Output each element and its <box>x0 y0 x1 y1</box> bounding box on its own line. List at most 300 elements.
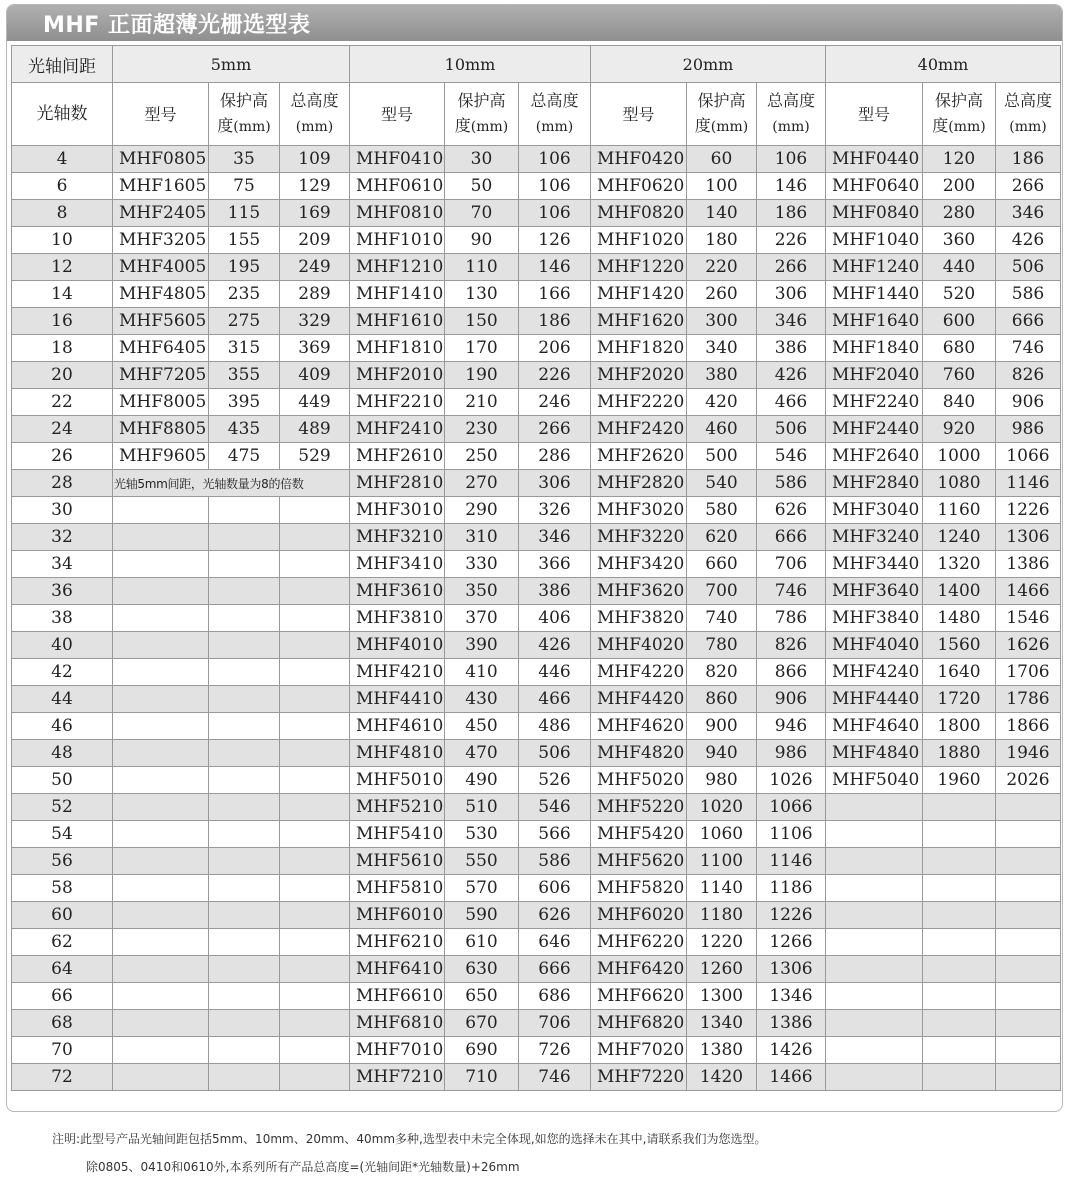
protect-height-cell <box>209 848 280 875</box>
protect-height-cell: 450 <box>445 713 519 740</box>
total-height-cell <box>280 578 350 605</box>
protect-height-cell: 1480 <box>923 605 996 632</box>
total-height-cell: 106 <box>519 146 591 173</box>
footnote-1: 注明:此型号产品光轴间距包括5mm、10mm、20mm、40mm多种,选型表中未完全体现,如您的选择未在其中,请联系我们为您选型。 <box>52 1132 767 1146</box>
table-row <box>12 605 1061 632</box>
axis-count-cell: 10 <box>12 227 113 254</box>
total-height-cell: 1426 <box>757 1037 826 1064</box>
table-row <box>12 362 1061 389</box>
model-cell: MHF0840 <box>826 200 923 227</box>
total-height-cell: 686 <box>519 983 591 1010</box>
model-cell: MHF4010 <box>350 632 445 659</box>
table-row <box>12 497 1061 524</box>
protect-height-cell: 840 <box>923 389 996 416</box>
table-body <box>12 146 1061 1091</box>
total-height-cell: 369 <box>280 335 350 362</box>
axis-count-cell: 44 <box>12 686 113 713</box>
protect-height-cell: 140 <box>687 200 757 227</box>
model-cell: MHF0410 <box>350 146 445 173</box>
protect-height-cell: 1080 <box>923 470 996 497</box>
model-cell <box>113 848 209 875</box>
protect-height-cell: 195 <box>209 254 280 281</box>
protect-height-cell: 30 <box>445 146 519 173</box>
total-height-cell: 426 <box>519 632 591 659</box>
table-row <box>12 443 1061 470</box>
model-cell: MHF3610 <box>350 578 445 605</box>
axis-count-cell: 50 <box>12 767 113 794</box>
total-height-col-header <box>519 83 591 146</box>
model-cell <box>826 1064 923 1091</box>
model-cell <box>113 605 209 632</box>
model-cell: MHF7020 <box>591 1037 687 1064</box>
model-cell: MHF4020 <box>591 632 687 659</box>
model-cell: MHF6220 <box>591 929 687 956</box>
axis-count-cell: 38 <box>12 605 113 632</box>
axis-count-cell: 24 <box>12 416 113 443</box>
protect-height-cell: 1220 <box>687 929 757 956</box>
total-height-cell: 346 <box>996 200 1061 227</box>
protect-height-cell: 500 <box>687 443 757 470</box>
model-cell: MHF9605 <box>113 443 209 470</box>
axis-count-cell: 40 <box>12 632 113 659</box>
protect-height-cell <box>209 794 280 821</box>
protect-height-cell: 520 <box>923 281 996 308</box>
total-height-cell <box>280 902 350 929</box>
model-cell: MHF2020 <box>591 362 687 389</box>
axis-count-cell: 70 <box>12 1037 113 1064</box>
total-height-cell <box>996 1037 1061 1064</box>
protect-height-cell: 1240 <box>923 524 996 551</box>
model-cell: MHF4410 <box>350 686 445 713</box>
total-height-cell: 586 <box>996 281 1061 308</box>
protect-height-cell <box>209 686 280 713</box>
total-height-cell: 586 <box>757 470 826 497</box>
protect-height-cell <box>923 848 996 875</box>
table-row <box>12 470 1061 497</box>
total-height-cell: 586 <box>519 848 591 875</box>
total-height-cell: 746 <box>757 578 826 605</box>
axis-count-cell: 30 <box>12 497 113 524</box>
total-height-cell: 386 <box>757 335 826 362</box>
table-row <box>12 254 1061 281</box>
model-cell: MHF0820 <box>591 200 687 227</box>
table-row <box>12 632 1061 659</box>
total-height-cell: 546 <box>519 794 591 821</box>
total-height-cell: 529 <box>280 443 350 470</box>
model-cell: MHF3410 <box>350 551 445 578</box>
axis-count-cell: 28 <box>12 470 113 497</box>
axis-count-cell: 48 <box>12 740 113 767</box>
model-cell <box>113 1037 209 1064</box>
total-height-cell: 526 <box>519 767 591 794</box>
model-cell: MHF4610 <box>350 713 445 740</box>
protect-height-cell: 220 <box>687 254 757 281</box>
model-cell <box>113 632 209 659</box>
total-height-cell: 326 <box>519 497 591 524</box>
model-cell: MHF2040 <box>826 362 923 389</box>
table-row <box>12 578 1061 605</box>
protect-height-cell: 760 <box>923 362 996 389</box>
protect-height-cell <box>923 794 996 821</box>
total-height-cell <box>280 632 350 659</box>
total-height-cell <box>280 794 350 821</box>
model-col-header: 型号 <box>591 83 687 146</box>
protect-height-cell: 670 <box>445 1010 519 1037</box>
protect-height-cell <box>209 632 280 659</box>
protect-label-2: 度 <box>694 116 711 135</box>
total-height-cell <box>996 929 1061 956</box>
model-cell <box>113 578 209 605</box>
model-cell <box>113 929 209 956</box>
protect-height-cell: 1340 <box>687 1010 757 1037</box>
table-row <box>12 794 1061 821</box>
total-height-cell: 249 <box>280 254 350 281</box>
model-cell: MHF5040 <box>826 767 923 794</box>
header-row-spacing <box>12 46 1061 83</box>
model-cell <box>113 956 209 983</box>
total-height-cell: 566 <box>519 821 591 848</box>
protect-height-col-header <box>209 83 280 146</box>
model-cell: MHF8005 <box>113 389 209 416</box>
model-cell: MHF3840 <box>826 605 923 632</box>
protect-height-cell: 980 <box>687 767 757 794</box>
total-height-cell: 1386 <box>996 551 1061 578</box>
total-height-cell: 426 <box>757 362 826 389</box>
protect-height-cell: 940 <box>687 740 757 767</box>
total-height-cell: 346 <box>519 524 591 551</box>
protect-height-cell: 620 <box>687 524 757 551</box>
protect-height-cell: 170 <box>445 335 519 362</box>
total-height-cell: 209 <box>280 227 350 254</box>
protect-label-2: 度 <box>454 116 471 135</box>
total-height-cell: 546 <box>757 443 826 470</box>
model-cell: MHF4805 <box>113 281 209 308</box>
total-height-cell: 506 <box>519 740 591 767</box>
model-cell <box>826 875 923 902</box>
protect-height-cell: 190 <box>445 362 519 389</box>
model-cell: MHF3440 <box>826 551 923 578</box>
model-cell: MHF4005 <box>113 254 209 281</box>
protect-height-cell: 1640 <box>923 659 996 686</box>
protect-height-cell: 740 <box>687 605 757 632</box>
model-cell: MHF6020 <box>591 902 687 929</box>
protect-height-cell: 435 <box>209 416 280 443</box>
total-height-cell <box>280 686 350 713</box>
axis-count-cell: 12 <box>12 254 113 281</box>
total-height-cell: 1306 <box>996 524 1061 551</box>
model-cell: MHF0640 <box>826 173 923 200</box>
total-height-cell: 826 <box>757 632 826 659</box>
model-cell: MHF4810 <box>350 740 445 767</box>
protect-label-2: 度 <box>217 116 234 135</box>
protect-height-cell: 1180 <box>687 902 757 929</box>
total-height-cell: 346 <box>757 308 826 335</box>
selection-table <box>11 45 1061 1091</box>
model-cell: MHF6410 <box>350 956 445 983</box>
total-height-cell: 1706 <box>996 659 1061 686</box>
total-height-cell: 866 <box>757 659 826 686</box>
protect-height-cell <box>209 1037 280 1064</box>
protect-height-cell: 460 <box>687 416 757 443</box>
table-row <box>12 146 1061 173</box>
model-cell <box>113 821 209 848</box>
axis-count-cell: 32 <box>12 524 113 551</box>
model-cell <box>826 1037 923 1064</box>
total-height-cell: 746 <box>996 335 1061 362</box>
protect-height-cell: 510 <box>445 794 519 821</box>
total-height-cell <box>280 848 350 875</box>
protect-height-cell: 200 <box>923 173 996 200</box>
model-cell: MHF7210 <box>350 1064 445 1091</box>
protect-height-cell: 395 <box>209 389 280 416</box>
total-height-cell: 186 <box>519 308 591 335</box>
spacing-label: 光轴间距 <box>12 46 113 83</box>
model-cell: MHF1240 <box>826 254 923 281</box>
protect-height-cell <box>209 875 280 902</box>
model-cell: MHF4440 <box>826 686 923 713</box>
total-height-cell: 1626 <box>996 632 1061 659</box>
total-height-cell: 626 <box>519 902 591 929</box>
total-height-cell: 289 <box>280 281 350 308</box>
model-cell: MHF5220 <box>591 794 687 821</box>
total-height-col-header <box>757 83 826 146</box>
total-height-cell: 266 <box>996 173 1061 200</box>
protect-height-cell <box>209 821 280 848</box>
total-height-cell: 466 <box>519 686 591 713</box>
protect-height-cell: 440 <box>923 254 996 281</box>
protect-height-cell <box>209 767 280 794</box>
total-height-cell: 1866 <box>996 713 1061 740</box>
protect-height-cell <box>209 497 280 524</box>
total-height-cell: 1466 <box>757 1064 826 1091</box>
table-row <box>12 1010 1061 1037</box>
total-height-cell: 1786 <box>996 686 1061 713</box>
protect-height-cell <box>209 956 280 983</box>
model-cell: MHF1810 <box>350 335 445 362</box>
total-height-cell <box>996 848 1061 875</box>
header-row-columns <box>12 83 1061 146</box>
protect-height-cell <box>209 983 280 1010</box>
model-cell: MHF1410 <box>350 281 445 308</box>
total-height-cell: 206 <box>519 335 591 362</box>
total-label: 总高度 <box>290 91 339 110</box>
unit-label: (mm) <box>1009 119 1047 135</box>
unit-label: (mm) <box>772 119 810 135</box>
total-height-cell <box>280 1037 350 1064</box>
model-cell: MHF2820 <box>591 470 687 497</box>
model-cell: MHF1610 <box>350 308 445 335</box>
protect-height-cell: 250 <box>445 443 519 470</box>
protect-height-cell: 275 <box>209 308 280 335</box>
model-cell <box>113 1064 209 1091</box>
unit-label: (mm) <box>470 119 509 135</box>
unit-label: (mm) <box>295 119 334 135</box>
protect-height-col-header <box>445 83 519 146</box>
model-cell <box>826 956 923 983</box>
total-height-cell <box>280 1064 350 1091</box>
protect-height-cell: 120 <box>923 146 996 173</box>
table-row <box>12 389 1061 416</box>
protect-height-cell: 280 <box>923 200 996 227</box>
model-cell: MHF5410 <box>350 821 445 848</box>
model-cell <box>113 794 209 821</box>
protect-height-cell: 130 <box>445 281 519 308</box>
axis-count-cell: 26 <box>12 443 113 470</box>
protect-height-cell: 35 <box>209 146 280 173</box>
protect-label: 保护高 <box>219 91 268 110</box>
model-col-header: 型号 <box>350 83 445 146</box>
protect-height-cell <box>923 983 996 1010</box>
protect-height-cell <box>209 740 280 767</box>
protect-height-cell: 550 <box>445 848 519 875</box>
protect-height-cell <box>923 1037 996 1064</box>
group-header-40mm: 40mm <box>826 46 1061 83</box>
protect-height-cell: 660 <box>687 551 757 578</box>
protect-height-cell: 50 <box>445 173 519 200</box>
protect-height-cell: 475 <box>209 443 280 470</box>
model-cell <box>113 524 209 551</box>
axis-count-cell: 46 <box>12 713 113 740</box>
model-cell <box>113 740 209 767</box>
model-cell: MHF4220 <box>591 659 687 686</box>
axis-count-cell: 8 <box>12 200 113 227</box>
total-height-cell <box>280 713 350 740</box>
model-cell: MHF1820 <box>591 335 687 362</box>
axis-count-cell: 34 <box>12 551 113 578</box>
total-height-cell <box>996 1064 1061 1091</box>
table-row <box>12 227 1061 254</box>
model-cell: MHF3210 <box>350 524 445 551</box>
protect-height-cell <box>209 902 280 929</box>
protect-height-cell <box>209 659 280 686</box>
total-height-cell: 646 <box>519 929 591 956</box>
model-cell: MHF5610 <box>350 848 445 875</box>
total-height-cell: 1146 <box>757 848 826 875</box>
model-col-header: 型号 <box>826 83 923 146</box>
total-height-cell: 1386 <box>757 1010 826 1037</box>
model-cell: MHF0805 <box>113 146 209 173</box>
total-height-cell: 266 <box>519 416 591 443</box>
protect-height-cell: 1060 <box>687 821 757 848</box>
model-cell <box>113 902 209 929</box>
total-height-cell: 726 <box>519 1037 591 1064</box>
total-height-cell: 466 <box>757 389 826 416</box>
axis-count-cell: 36 <box>12 578 113 605</box>
protect-height-cell: 150 <box>445 308 519 335</box>
model-cell: MHF3205 <box>113 227 209 254</box>
model-cell: MHF5210 <box>350 794 445 821</box>
protect-height-cell: 900 <box>687 713 757 740</box>
unit-label: (mm) <box>535 119 574 135</box>
note-5mm-cell: 光轴5mm间距，光轴数量为8的倍数 <box>113 470 350 497</box>
total-height-cell: 1106 <box>757 821 826 848</box>
protect-height-cell <box>209 605 280 632</box>
total-height-cell <box>280 767 350 794</box>
total-height-cell <box>996 821 1061 848</box>
total-height-cell: 906 <box>757 686 826 713</box>
total-height-cell: 186 <box>996 146 1061 173</box>
protect-height-cell: 315 <box>209 335 280 362</box>
model-cell: MHF4620 <box>591 713 687 740</box>
axis-count-cell: 72 <box>12 1064 113 1091</box>
total-label: 总高度 <box>530 91 579 110</box>
total-height-cell: 986 <box>996 416 1061 443</box>
protect-height-cell <box>923 1010 996 1037</box>
model-cell: MHF2210 <box>350 389 445 416</box>
total-height-cell: 246 <box>519 389 591 416</box>
protect-height-cell: 370 <box>445 605 519 632</box>
protect-height-cell: 420 <box>687 389 757 416</box>
title-bar <box>7 5 1062 41</box>
total-label: 总高度 <box>1003 91 1052 110</box>
model-cell <box>113 686 209 713</box>
model-cell: MHF1620 <box>591 308 687 335</box>
total-height-cell <box>280 605 350 632</box>
model-cell: MHF2010 <box>350 362 445 389</box>
model-cell: MHF7220 <box>591 1064 687 1091</box>
total-height-cell: 1066 <box>996 443 1061 470</box>
model-cell: MHF6210 <box>350 929 445 956</box>
total-height-cell: 226 <box>519 362 591 389</box>
protect-height-cell: 1020 <box>687 794 757 821</box>
total-height-cell: 746 <box>519 1064 591 1091</box>
axis-count-cell: 54 <box>12 821 113 848</box>
model-cell: MHF1020 <box>591 227 687 254</box>
protect-height-cell: 410 <box>445 659 519 686</box>
protect-height-cell: 100 <box>687 173 757 200</box>
model-cell <box>826 848 923 875</box>
axis-count-cell: 6 <box>12 173 113 200</box>
protect-height-cell: 350 <box>445 578 519 605</box>
total-height-cell: 1226 <box>996 497 1061 524</box>
model-cell: MHF5605 <box>113 308 209 335</box>
total-height-cell: 506 <box>996 254 1061 281</box>
protect-height-cell <box>209 929 280 956</box>
total-height-cell: 286 <box>519 443 591 470</box>
table-row <box>12 848 1061 875</box>
total-height-cell: 226 <box>757 227 826 254</box>
model-cell: MHF3620 <box>591 578 687 605</box>
protect-height-cell: 390 <box>445 632 519 659</box>
model-cell: MHF2610 <box>350 443 445 470</box>
total-height-cell: 2026 <box>996 767 1061 794</box>
unit-label: (mm) <box>233 119 271 135</box>
axis-count-cell: 62 <box>12 929 113 956</box>
protect-height-cell: 260 <box>687 281 757 308</box>
model-cell: MHF4840 <box>826 740 923 767</box>
total-height-cell: 666 <box>757 524 826 551</box>
protect-height-cell <box>209 551 280 578</box>
model-cell: MHF4820 <box>591 740 687 767</box>
protect-height-cell: 780 <box>687 632 757 659</box>
protect-height-cell: 590 <box>445 902 519 929</box>
model-cell: MHF0420 <box>591 146 687 173</box>
model-cell: MHF5820 <box>591 875 687 902</box>
protect-height-cell: 360 <box>923 227 996 254</box>
axis-count-cell: 60 <box>12 902 113 929</box>
model-cell: MHF1010 <box>350 227 445 254</box>
total-height-cell: 1946 <box>996 740 1061 767</box>
protect-label: 保护高 <box>457 91 506 110</box>
axis-count-cell: 18 <box>12 335 113 362</box>
total-height-cell: 1146 <box>996 470 1061 497</box>
total-height-cell <box>280 956 350 983</box>
protect-height-cell <box>209 1064 280 1091</box>
total-height-cell: 1066 <box>757 794 826 821</box>
protect-height-cell: 1420 <box>687 1064 757 1091</box>
model-cell: MHF7010 <box>350 1037 445 1064</box>
protect-height-cell: 300 <box>687 308 757 335</box>
